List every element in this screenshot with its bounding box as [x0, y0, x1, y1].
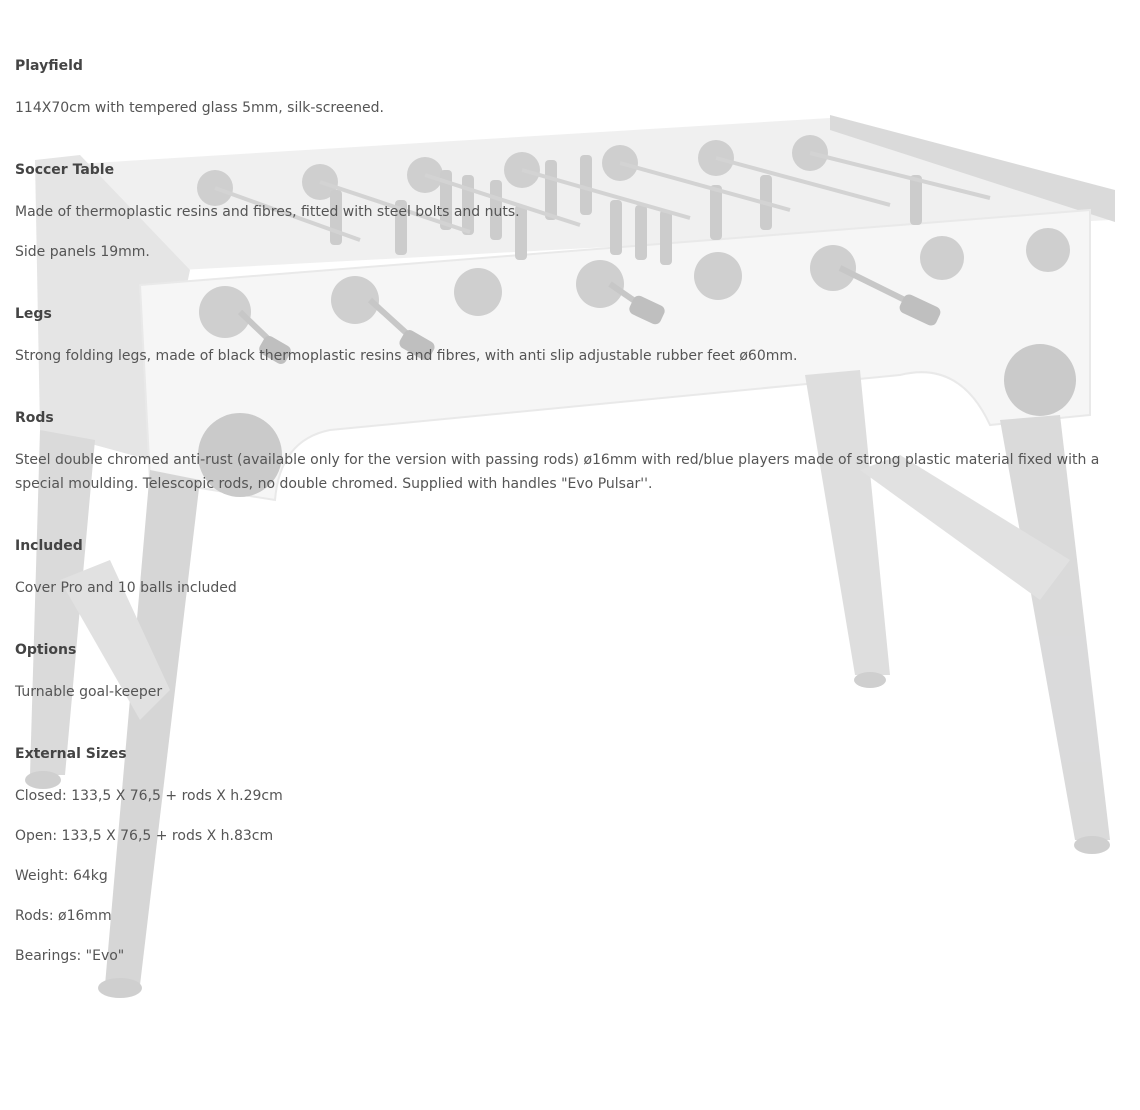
- section-paragraph: Open: 133,5 X 76,5 + rods X h.83cm: [15, 828, 274, 844]
- section-legs: [15, 304, 1125, 368]
- product-specifications: [15, 56, 1125, 984]
- section-paragraph: Turnable goal-keeper: [15, 684, 163, 700]
- section-paragraph: Rods: ø16mm: [15, 908, 112, 924]
- section-options: [15, 640, 1125, 704]
- section-title: Soccer Table: [15, 162, 115, 178]
- section-paragraph: Strong folding legs, made of black thermoplastic resins and fibres, with anti slip adjustable rubber feet ø60mm.: [15, 348, 798, 364]
- section-paragraph: Side panels 19mm.: [15, 244, 150, 260]
- section-included: [15, 536, 1125, 600]
- section-title: Included: [15, 538, 83, 554]
- section-title: Options: [15, 642, 77, 658]
- section-title: Rods: [15, 410, 54, 426]
- section-external-sizes: [15, 744, 1125, 968]
- section-title: External Sizes: [15, 746, 127, 762]
- section-paragraph: Closed: 133,5 X 76,5 + rods X h.29cm: [15, 788, 283, 804]
- section-paragraph: Weight: 64kg: [15, 868, 108, 884]
- section-paragraph: Made of thermoplastic resins and fibres, fitted with steel bolts and nuts.: [15, 204, 520, 220]
- section-paragraph: 114X70cm with tempered glass 5mm, silk-screened.: [15, 100, 384, 116]
- section-rods: [15, 408, 1125, 496]
- section-playfield: [15, 56, 1125, 120]
- section-paragraph: Steel double chromed anti-rust (available only for the version with passing rods) ø16mm with red/blue players made of strong plastic material fixed with a special moulding. Telescopic rods, no double chromed. Supplied with handles "Evo Pulsar''.: [15, 452, 1100, 492]
- section-title: Playfield: [15, 58, 83, 74]
- section-paragraph: Cover Pro and 10 balls included: [15, 580, 237, 596]
- section-paragraph: Bearings: "Evo": [15, 948, 125, 964]
- section-soccer-table: [15, 160, 1125, 264]
- section-title: Legs: [15, 306, 52, 322]
